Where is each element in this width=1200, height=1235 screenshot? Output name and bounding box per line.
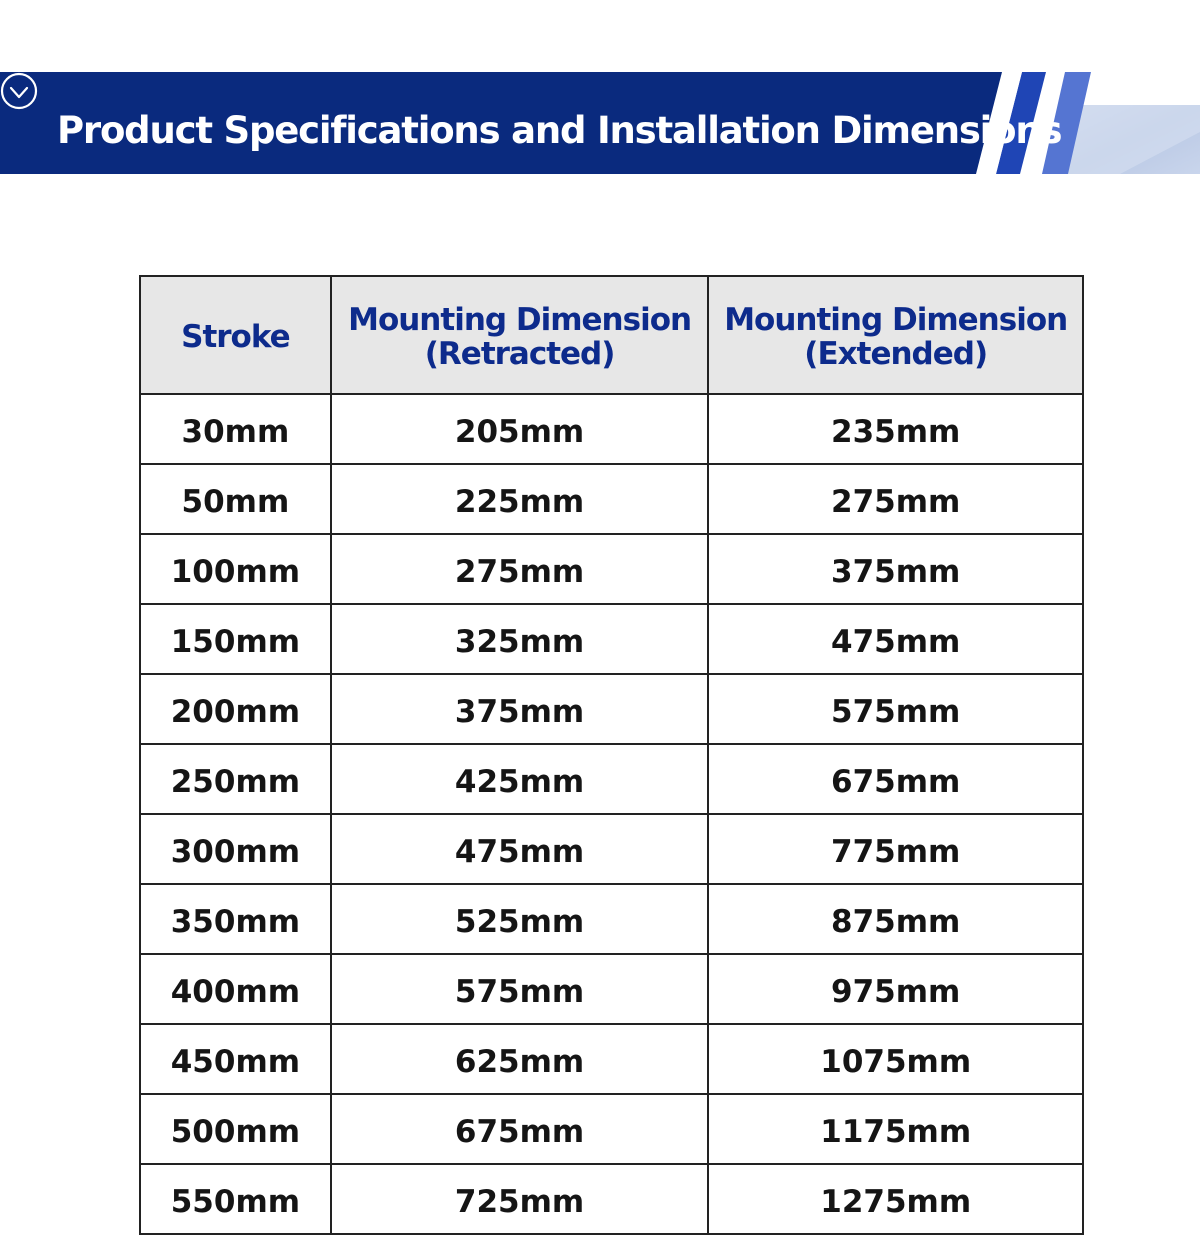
table-row	[140, 534, 1083, 604]
header-extended	[708, 276, 1083, 394]
cell-stroke: 400mm	[140, 954, 331, 1024]
header-stroke-label: Stroke	[181, 319, 290, 355]
table-row	[140, 884, 1083, 954]
cell-extended: 275mm	[708, 464, 1083, 534]
cell-retracted: 325mm	[331, 604, 709, 674]
cell-retracted: 575mm	[331, 954, 709, 1024]
specifications-table	[139, 275, 1084, 1235]
cell-stroke: 550mm	[140, 1164, 331, 1234]
cell-extended: 575mm	[708, 674, 1083, 744]
cell-stroke: 350mm	[140, 884, 331, 954]
cell-stroke: 50mm	[140, 464, 331, 534]
cell-extended: 375mm	[708, 534, 1083, 604]
cell-extended: 775mm	[708, 814, 1083, 884]
cell-stroke: 200mm	[140, 674, 331, 744]
section-header-banner	[0, 72, 1200, 174]
table-row	[140, 604, 1083, 674]
cell-retracted: 725mm	[331, 1164, 709, 1234]
table-row	[140, 744, 1083, 814]
cell-retracted: 475mm	[331, 814, 709, 884]
header-extended-line2: (Extended)	[804, 336, 988, 372]
cell-retracted: 275mm	[331, 534, 709, 604]
cell-extended: 1075mm	[708, 1024, 1083, 1094]
cell-stroke: 450mm	[140, 1024, 331, 1094]
table-row	[140, 674, 1083, 744]
cell-extended: 1275mm	[708, 1164, 1083, 1234]
table-header-row	[140, 276, 1083, 394]
header-retracted-line1: Mounting Dimension	[348, 302, 692, 338]
header-stroke	[140, 276, 331, 394]
cell-extended: 875mm	[708, 884, 1083, 954]
table-row	[140, 464, 1083, 534]
header-retracted	[331, 276, 709, 394]
spec-table-container	[139, 275, 1084, 1220]
cell-extended: 475mm	[708, 604, 1083, 674]
cell-stroke: 30mm	[140, 394, 331, 464]
header-extended-line1: Mounting Dimension	[724, 302, 1068, 338]
cell-extended: 975mm	[708, 954, 1083, 1024]
cell-retracted: 425mm	[331, 744, 709, 814]
cell-stroke: 150mm	[140, 604, 331, 674]
cell-extended: 675mm	[708, 744, 1083, 814]
table-row	[140, 1094, 1083, 1164]
cell-extended: 235mm	[708, 394, 1083, 464]
header-retracted-line2: (Retracted)	[424, 336, 615, 372]
cell-stroke: 500mm	[140, 1094, 331, 1164]
table-row	[140, 1164, 1083, 1234]
cell-stroke: 300mm	[140, 814, 331, 884]
cell-extended: 1175mm	[708, 1094, 1083, 1164]
cell-retracted: 225mm	[331, 464, 709, 534]
cell-retracted: 525mm	[331, 884, 709, 954]
table-row	[140, 954, 1083, 1024]
cell-retracted: 675mm	[331, 1094, 709, 1164]
cell-retracted: 375mm	[331, 674, 709, 744]
cell-retracted: 625mm	[331, 1024, 709, 1094]
table-row	[140, 394, 1083, 464]
table-row	[140, 814, 1083, 884]
cell-stroke: 100mm	[140, 534, 331, 604]
table-row	[140, 1024, 1083, 1094]
page-title: Product Specifications and Installation Dimensions	[57, 109, 1062, 152]
cell-stroke: 250mm	[140, 744, 331, 814]
chevron-down-circle-icon[interactable]	[0, 72, 38, 110]
cell-retracted: 205mm	[331, 394, 709, 464]
